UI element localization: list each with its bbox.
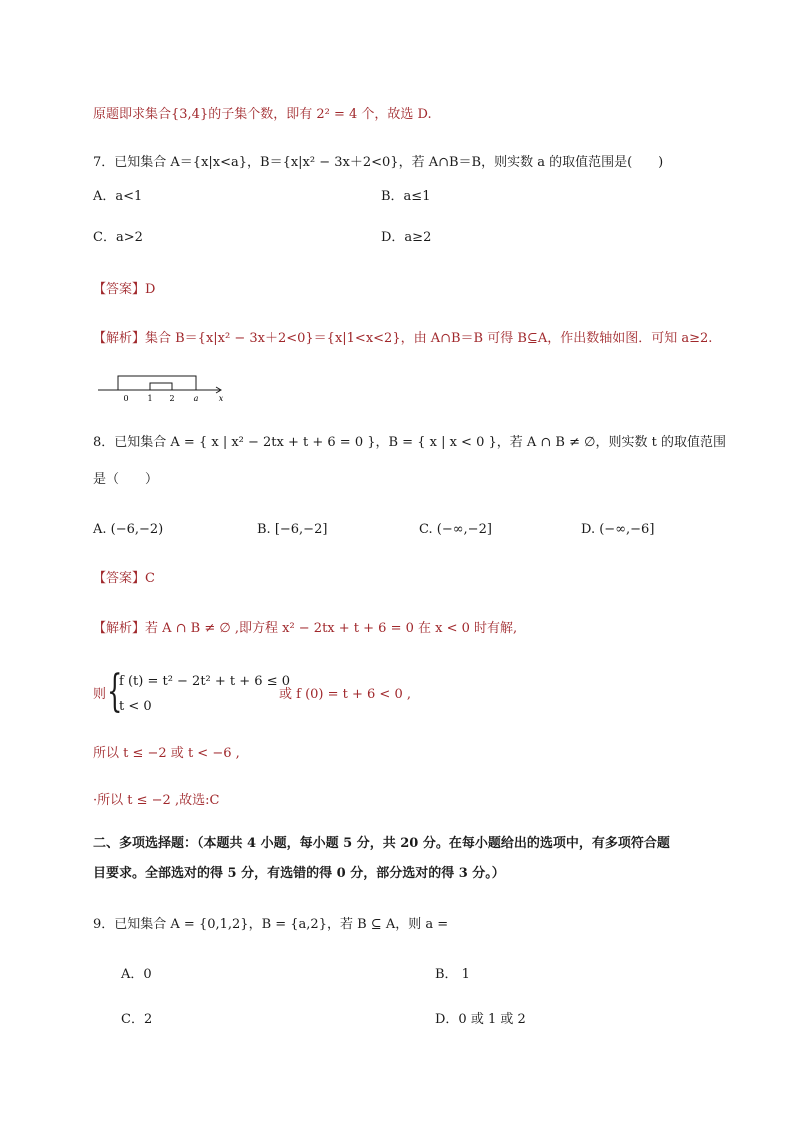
q8-system-line1: f (t) = t² − 2t² + t + 6 ≤ 0 xyxy=(119,674,291,689)
tick-label-1: 1 xyxy=(147,394,153,403)
q9-option-c: C．2 xyxy=(121,1012,153,1027)
q8-so-line2: ·所以 t ≤ −2 ,故选:C xyxy=(93,793,220,808)
q8-analysis: 【解析】若 A ∩ B ≠ ∅ ,即方程 x² − 2tx + t + 6 = 0 在 x < 0 时有解, xyxy=(93,621,518,636)
q7-option-b: B．a≤1 xyxy=(381,189,431,204)
q9-option-b: B． 1 xyxy=(435,967,470,982)
q7-stem: 7．已知集合 A＝{x|x<a}，B＝{x|x² − 3x＋2<0}，若 A∩B＝B，则实数 a 的取值范围是( ) xyxy=(93,155,664,170)
number-line-figure xyxy=(96,370,232,404)
q8-system-suffix: 或 f (0) = t + 6 < 0 , xyxy=(279,687,411,702)
q8-option-a: A. (−6,−2) xyxy=(93,522,164,537)
q8-stem-line2: 是（ ） xyxy=(93,472,159,487)
q9-option-a: A．0 xyxy=(121,967,152,982)
q7-option-d: D．a≥2 xyxy=(381,230,432,245)
q8-option-d: D. (−∞,−6] xyxy=(581,522,655,537)
system-brace: { xyxy=(107,666,123,717)
set-b-bracket xyxy=(150,383,172,390)
q9-option-d: D．0 或 1 或 2 xyxy=(435,1012,526,1027)
q9-stem: 9．已知集合 A = {0,1,2}，B = {a,2}，若 B ⊆ A，则 a = xyxy=(93,917,449,932)
section2-heading-line1: 二、多项选择题：（本题共 4 小题，每小题 5 分，共 20 分。在每小题给出的选项中，有多项符合题 xyxy=(93,836,670,851)
q8-answer: 【答案】C xyxy=(93,571,155,586)
q8-option-b: B. [−6,−2] xyxy=(257,522,328,537)
section2-heading-line2: 目要求。全部选对的得 5 分，有选错的得 0 分，部分选对的得 3 分。） xyxy=(93,866,505,881)
tick-label-0: 0 xyxy=(123,394,129,403)
q7-option-c: C．a>2 xyxy=(93,230,143,245)
q7-answer: 【答案】D xyxy=(93,282,156,297)
tick-label-a: a xyxy=(193,394,199,403)
q8-system-prefix: 则 xyxy=(93,687,107,702)
q7-option-a: A．a<1 xyxy=(93,189,143,204)
q8-system-line2: t < 0 xyxy=(119,699,152,714)
q7-analysis: 【解析】集合 B＝{x|x² − 3x＋2<0}＝{x|1<x<2}，由 A∩B＝B 可得 B⊆A，作出数轴如图．可知 a≥2. xyxy=(93,331,713,346)
q8-so-line1: 所以 t ≤ −2 或 t < −6 , xyxy=(93,746,240,761)
tick-label-x: x xyxy=(218,394,224,403)
q8-stem-line1: 8．已知集合 A = { x | x² − 2tx + t + 6 = 0 }，B = { x | x < 0 }，若 A ∩ B ≠ ∅，则实数 t 的取值范围 xyxy=(93,435,726,450)
q6-conclusion: 原题即求集合{3,4}的子集个数，即有 2² = 4 个，故选 D. xyxy=(93,107,432,122)
tick-label-2: 2 xyxy=(169,394,175,403)
q8-option-c: C. (−∞,−2] xyxy=(419,522,492,537)
